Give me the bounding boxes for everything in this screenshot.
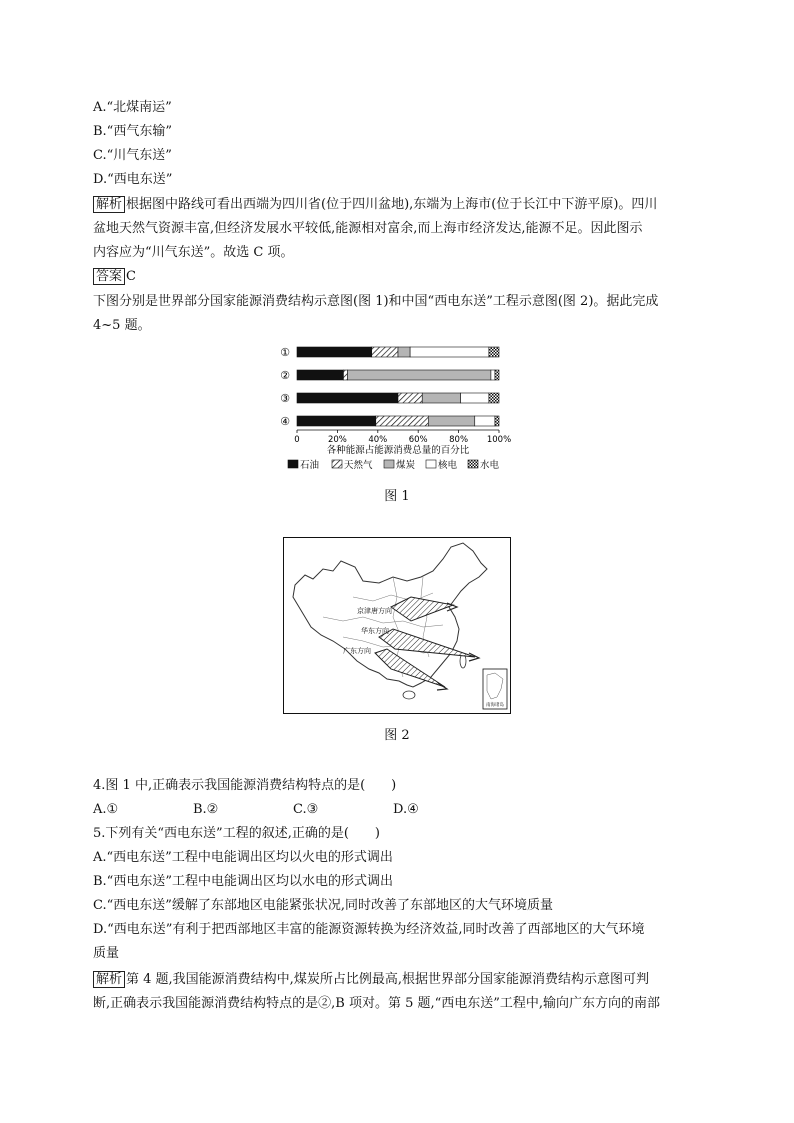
bar-segment [348, 370, 491, 380]
legend-swatch [426, 460, 436, 468]
q4-stem: 4.图 1 中,正确表示我国能源消费结构特点的是( ) [93, 778, 397, 793]
q3-analysis-line-3: 内容应为“川气东送”。故选 C 项。 [93, 245, 294, 260]
q45-analysis [93, 970, 649, 990]
category-label: ④ [280, 415, 290, 428]
legend-label: 水电 [480, 460, 500, 471]
legend-label: 煤炭 [396, 460, 416, 471]
bar-segment [410, 347, 489, 357]
bar-segment [297, 347, 372, 357]
bar-segment [475, 416, 495, 426]
legend-label: 核电 [438, 460, 458, 471]
bar-segment [422, 393, 460, 403]
bar-segment [398, 393, 422, 403]
q5-option-d: D.“西电东送”有利于把西部地区丰富的能源资源转换为经济效益,同时改善了西部地区的大气环境 [93, 922, 645, 937]
bar-segment [491, 370, 495, 380]
bar-segment [376, 416, 429, 426]
analysis-tag: 解析 [93, 971, 125, 988]
bar-segment [297, 416, 376, 426]
x-axis-label: 各种能源占能源消费总量的百分比 [326, 445, 470, 456]
x-tick-label: 80% [449, 435, 469, 445]
q5-stem: 5.下列有关“西电东送”工程的叙述,正确的是( ) [93, 826, 380, 841]
bar-segment [495, 370, 499, 380]
q5-option-b: B.“西电东送”工程中电能调出区均以水电的形式调出 [93, 874, 393, 889]
answer-tag: 答案 [93, 268, 125, 285]
q3-option-b: B.“西气东输” [93, 124, 172, 139]
legend-swatch [468, 460, 478, 468]
legend-label: 石油 [300, 460, 320, 471]
q3-analysis-line-1: 根据图中路线可看出西端为四川省(位于四川盆地),东端为上海市(位于长江中下游平原)。四川 [126, 197, 658, 212]
bar-segment [489, 347, 499, 357]
q4-options [93, 800, 493, 820]
x-tick-label: 0 [294, 435, 300, 445]
q3-option-a: A.“北煤南运” [93, 100, 172, 115]
intro-line-2: 4~5 题。 [93, 318, 151, 333]
bar-segment [495, 416, 499, 426]
intro-line-1: 下图分别是世界部分国家能源消费结构示意图(图 1)和中国“西电东送”工程示意图(图 2)。据此完成 [93, 294, 659, 309]
q45-analysis-line-1: 第 4 题,我国能源消费结构中,煤炭所占比例最高,根据世界部分国家能源消费结构示意图可判 [126, 972, 649, 987]
q5-option-c: C.“西电东送”缓解了东部地区电能紧张状况,同时改善了东部地区的大气环境质量 [93, 898, 554, 913]
x-tick-label: 40% [368, 435, 388, 445]
bar-segment [343, 370, 347, 380]
q3-option-c: C.“川气东送” [93, 148, 172, 163]
bar-segment [461, 393, 489, 403]
category-label: ① [280, 346, 290, 359]
legend-label: 天然气 [344, 460, 373, 471]
bar-segment [428, 416, 474, 426]
bar-segment [297, 370, 343, 380]
bar-segment [489, 393, 499, 403]
bar-segment [297, 393, 398, 403]
label-guangdong: 广东方向 [343, 647, 371, 655]
q5-option-a: A.“西电东送”工程中电能调出区均以火电的形式调出 [93, 850, 393, 865]
q45-analysis-line-2: 断,正确表示我国能源消费结构特点的是②,B 项对。第 5 题,“西电东送”工程中,输向广东方向的南部 [93, 996, 661, 1011]
label-jingjintang: 京津唐方向 [357, 607, 392, 615]
bar-segment [398, 347, 410, 357]
q5-option-d-cont: 质量 [93, 946, 120, 961]
q3-analysis-line-2: 盆地天然气资源丰富,但经济发展水平较低,能源相对富余,而上海市经济发达,能源不足。因此图示 [93, 221, 643, 236]
q3-answer [93, 267, 136, 287]
x-tick-label: 100% [486, 435, 512, 445]
category-label: ② [280, 369, 290, 382]
q3-option-d: D.“西电东送” [93, 172, 173, 187]
west-east-power-map [283, 537, 511, 714]
legend-swatch [332, 460, 342, 468]
q4-option-c: C.③ [293, 802, 319, 817]
q4-option-d: D.④ [393, 802, 419, 817]
q4-option-a: A.① [93, 802, 119, 817]
x-tick-label: 20% [327, 435, 347, 445]
figure-2-caption: 图 2 [384, 728, 410, 743]
category-label: ③ [280, 392, 290, 405]
energy-structure-chart [270, 343, 530, 478]
legend-swatch [288, 460, 298, 468]
analysis-tag: 解析 [93, 196, 125, 213]
q3-answer-value: C [126, 269, 136, 284]
figure-1-caption: 图 1 [384, 489, 410, 504]
bar-segment [372, 347, 398, 357]
q4-option-b: B.② [193, 802, 219, 817]
legend-swatch [384, 460, 394, 468]
inset-label: 南海诸岛 [486, 703, 504, 708]
x-tick-label: 60% [408, 435, 428, 445]
label-huadong: 华东方向 [361, 627, 389, 635]
q3-analysis [93, 195, 657, 215]
